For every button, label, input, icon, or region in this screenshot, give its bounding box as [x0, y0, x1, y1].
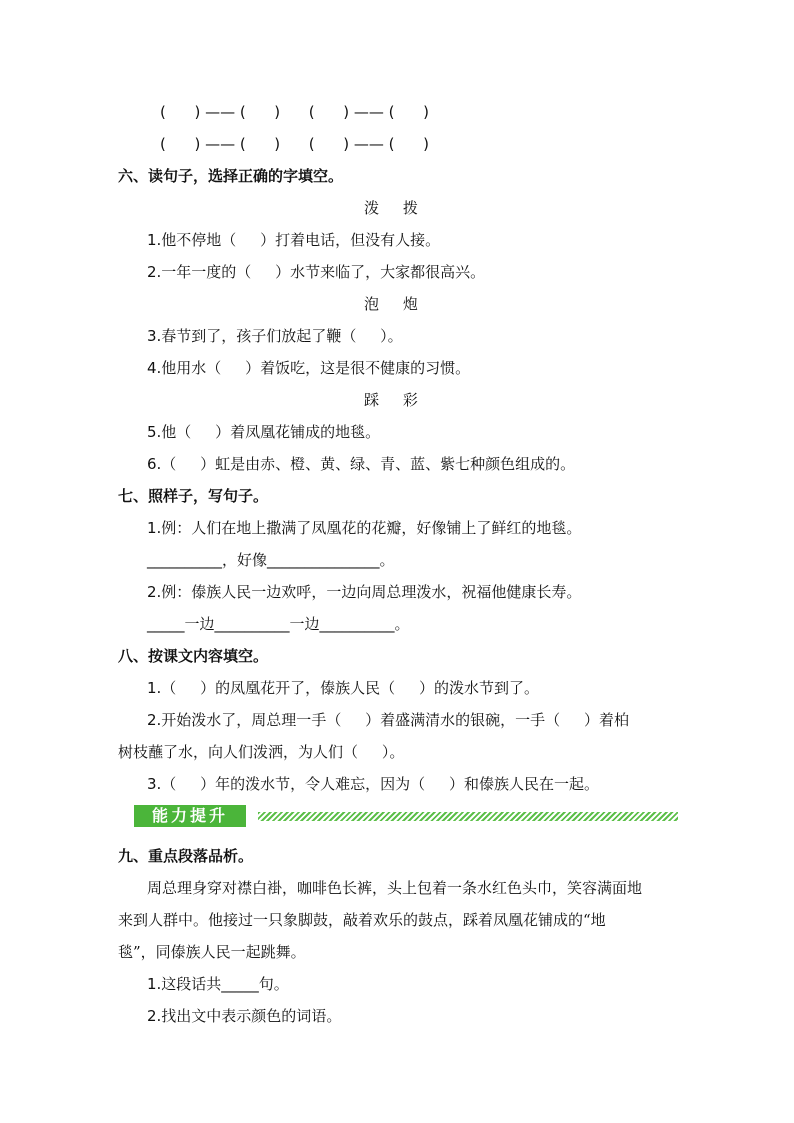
question-item: 6.（ ）虹是由赤、橙、黄、绿、青、蓝、紫七种颜色组成的。: [147, 455, 576, 473]
ability-banner: [118, 800, 678, 832]
question-item: 3.（ ）年的泼水节，令人难忘，因为（ ）和傣族人民在一起。: [147, 775, 599, 793]
question-item: 1.这段话共_____句。: [147, 975, 289, 993]
answer-line: __________，好像_______________。: [147, 551, 395, 569]
question-item: 1.例：人们在地上撒满了凤凰花的花瓣，好像铺上了鲜红的地毯。: [147, 519, 582, 537]
pair-blank-row: ( ) —— ( ) ( ) —— ( ): [160, 135, 429, 153]
answer-line: _____一边__________一边__________。: [147, 615, 410, 633]
question-item: 4.他用水（ ）着饭吃，这是很不健康的习惯。: [147, 359, 471, 377]
word-choice: 泡 炮: [364, 295, 418, 313]
question-item-continuation: 树枝蘸了水，向人们泼洒，为人们（ ）。: [118, 743, 405, 761]
banner-label: 能力提升: [134, 805, 246, 827]
passage-line: 毯”，同傣族人民一起跳舞。: [118, 943, 306, 961]
pair-blank-row: ( ) —— ( ) ( ) —— ( ): [160, 103, 429, 121]
section-9-heading: 九、重点段落品析。: [118, 847, 254, 865]
section-8-heading: 八、按课文内容填空。: [118, 647, 269, 665]
word-choice: 踩 彩: [364, 391, 418, 409]
question-item: 5.他（ ）着凤凰花铺成的地毯。: [147, 423, 381, 441]
word-choice: 泼 拨: [364, 199, 418, 217]
question-item: 2.例：傣族人民一边欢呼，一边向周总理泼水，祝福他健康长寿。: [147, 583, 582, 601]
passage-line: 来到人群中。他接过一只象脚鼓，敲着欢乐的鼓点，踩着凤凰花铺成的“地: [118, 911, 606, 929]
section-6-heading: 六、读句子，选择正确的字填空。: [118, 167, 344, 185]
question-item: 1.（ ）的凤凰花开了，傣族人民（ ）的泼水节到了。: [147, 679, 539, 697]
question-item: 1.他不停地（ ）打着电话，但没有人接。: [147, 231, 441, 249]
question-item: 2.开始泼水了，周总理一手（ ）着盛满清水的银碗，一手（ ）着柏: [147, 711, 629, 729]
section-7-heading: 七、照样子，写句子。: [118, 487, 269, 505]
question-item: 2.找出文中表示颜色的词语。: [147, 1007, 342, 1025]
banner-stripes: [258, 812, 678, 821]
question-item: 3.春节到了，孩子们放起了鞭（ ）。: [147, 327, 403, 345]
question-item: 2.一年一度的（ ）水节来临了，大家都很高兴。: [147, 263, 486, 281]
passage-line: 周总理身穿对襟白褂，咖啡色长裤，头上包着一条水红色头巾，笑容满面地: [147, 879, 643, 897]
